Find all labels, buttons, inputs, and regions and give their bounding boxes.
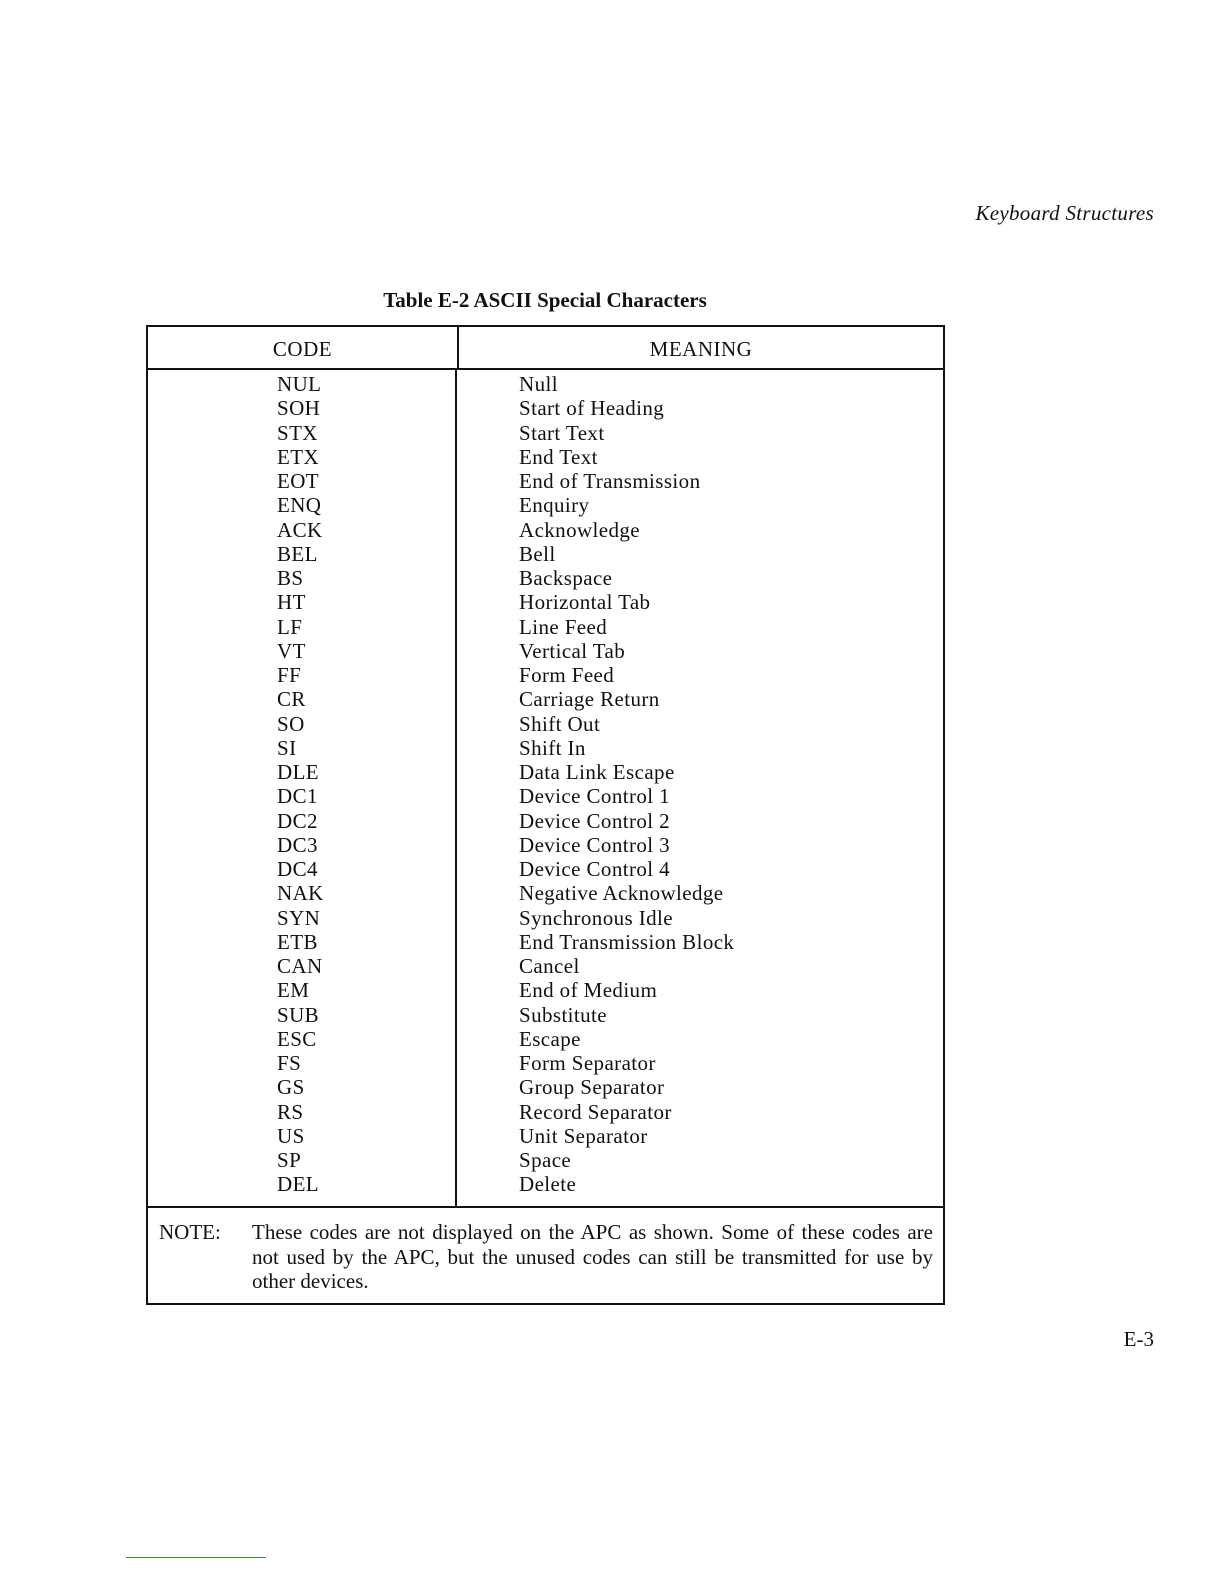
meaning-cell: Form Feed [519,663,615,687]
code-cell: DC2 [277,808,318,833]
code-cell: DEL [277,1172,320,1197]
meaning-cell: Device Control 1 [519,784,671,809]
meaning-cell: Acknowledge [519,517,641,542]
code-cell: SOH [277,396,321,421]
meaning-cell: Space [519,1148,572,1172]
note-label: NOTE: [159,1220,221,1244]
meaning-cell: Backspace [519,566,613,590]
meaning-cell: End Text [519,444,598,469]
running-head: Keyboard Structures [975,201,1154,225]
meaning-cell: Synchronous Idle [519,905,673,930]
code-cell: ETX [277,444,320,469]
code-cell: RS [277,1099,304,1124]
meaning-cell: Start of Heading [519,396,665,421]
meaning-cell: Device Control 4 [519,857,671,881]
code-cell: GS [277,1075,305,1100]
code-cell: ACK [277,517,323,542]
meaning-cell: Enquiry [519,493,590,518]
code-cell: DLE [277,760,320,784]
code-cell: DC1 [277,784,318,809]
meaning-cell: End Transmission Block [519,929,735,954]
meaning-cell: Vertical Tab [519,638,626,663]
meaning-cell: Start Text [519,420,605,445]
meaning-cell: Shift Out [519,711,601,736]
code-cell: FS [277,1051,302,1075]
code-cell: ETB [277,929,318,954]
code-cell: SI [277,735,297,760]
table-note [148,1208,943,1303]
code-cell: LF [277,614,303,639]
code-cell: ENQ [277,493,322,518]
code-cell: FF [277,663,302,687]
code-cell: EOT [277,469,320,493]
code-cell: CR [277,687,306,712]
code-cell: EM [277,978,310,1003]
meaning-cell: Negative Acknowledge [519,881,724,906]
meaning-cell: Device Control 2 [519,808,671,833]
code-column [148,370,457,1206]
code-cell: SP [277,1148,302,1172]
code-cell: BS [277,566,304,590]
code-cell: NAK [277,881,324,906]
table-title: Table E-2 ASCII Special Characters [383,288,707,312]
code-cell: NUL [277,372,322,396]
meaning-cell: Bell [519,541,556,566]
code-cell: DC4 [277,857,318,881]
code-cell: SO [277,711,305,736]
meaning-cell: Horizontal Tab [519,590,651,615]
meaning-cell: Line Feed [519,614,608,639]
meaning-cell: Data Link Escape [519,760,675,784]
code-cell: BEL [277,541,318,566]
meaning-cell: Form Separator [519,1051,656,1075]
code-cell: DC3 [277,832,318,857]
meaning-cell: Unit Separator [519,1123,648,1148]
note-text: These codes are not displayed on the APC as shown. Some of these codes are not used by the APC, but the unused codes can still be transmitted for use by other devices. [252,1220,933,1293]
meaning-cell: Cancel [519,954,580,978]
table-header-row [148,327,943,370]
code-cell: ESC [277,1026,317,1051]
meaning-cell: Shift In [519,735,586,760]
meaning-cell: Device Control 3 [519,832,671,857]
code-cell: VT [277,638,306,663]
code-cell: HT [277,590,306,615]
code-cell: STX [277,420,318,445]
meaning-cell: End of Medium [519,978,658,1003]
meaning-cell: Escape [519,1026,581,1051]
meaning-cell: Group Separator [519,1075,665,1100]
ascii-special-characters-table [146,325,945,1305]
meaning-cell: Carriage Return [519,687,660,712]
meaning-column-header: MEANING [649,337,753,361]
meaning-cell: Delete [519,1172,577,1197]
meaning-cell: End of Transmission [519,469,701,493]
bottom-rule [126,1557,266,1558]
code-cell: US [277,1123,305,1148]
code-cell: SUB [277,1002,320,1027]
table-body [148,370,943,1208]
meaning-column [457,370,943,1206]
page-number: E-3 [1123,1327,1154,1351]
code-cell: CAN [277,954,323,978]
code-column-header: CODE [148,327,459,368]
meaning-cell: Record Separator [519,1099,672,1124]
meaning-cell: Substitute [519,1002,608,1027]
meaning-cell: Null [519,372,558,396]
code-cell: SYN [277,905,321,930]
